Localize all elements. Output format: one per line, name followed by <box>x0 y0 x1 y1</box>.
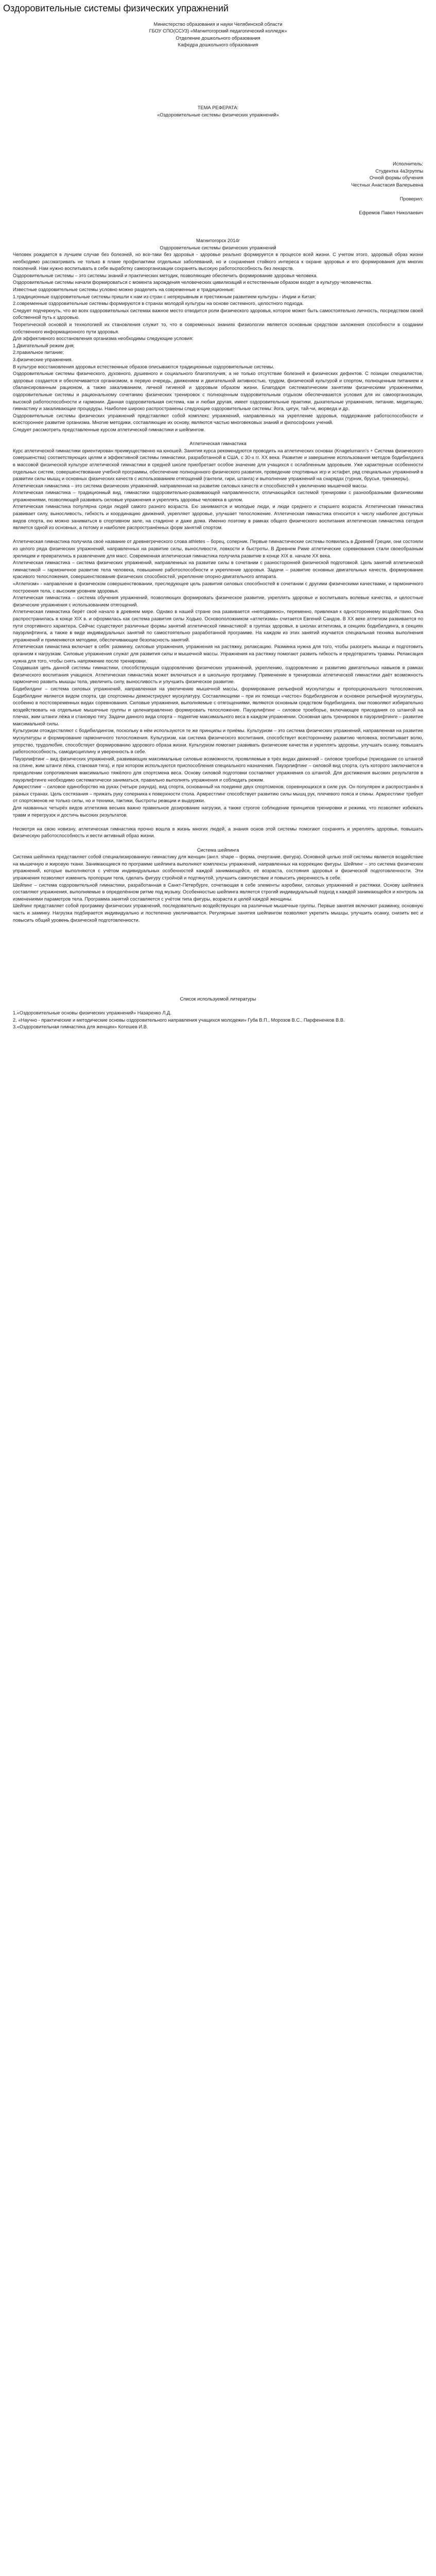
athletic-section <box>13 448 423 840</box>
paragraph: Атлетическая гимнастика – система физических упражнений, направленных на развитие силы в сочетании с разносторонней физической подготовкой. Цель занятий атлетической гимнастикой – гармоничное развитие тела человека, повышение работоспособности и укрепление здоровья. Задачи – развитие основных двигательных качеств, формирование красивого телосложения, совершенствование физических способностей, укрепление опорно-двигательного аппарата. <box>13 560 423 580</box>
executor-line: Ефремов Павел Николаевич <box>359 210 423 216</box>
paragraph: Оздоровительные системы физического, духовного, душевного и социального благополучия, а не только отсутствие болезней и физических дефектов. С позиции специалистов, здоровье создается и обеспечивается организмом, в первую очередь, движением и двигательной активностью, трудом, физической культурой и спортом, полноценным питанием и сбалансированным рационом, а также закаливанием, личной гигиеной и здоровым образом жизни. Благодаря систематическим занятиям физическими упражнениями, оздоровительные системы и рациональному сочетанию физических тренировок с полноценным оздоровительным отдыхом обеспечиваются условия для их самоорганизации, высокой работоспособности и гармонии. Данная оздоровительная система, как и любая другая, имеет оздоровительные практики, дыхательные упражнения, питание, медитацию, гимнастику и закаливающие процедуры. Наиболее широко распространены следующие оздоровительные системы: йога, цигун, тай-чи, аюрведа и др. <box>13 371 423 412</box>
literature-item: 3.«Оздоровительная гимнастика для женщин» Котешев И.В. <box>13 1024 148 1030</box>
literature-item: 1.«Оздоровительные основы физических упражнений» Назаренко Л.Д. <box>13 1010 171 1016</box>
paragraph: Курс атлетической гимнастики ориентирован преимущественно на юношей. Занятия курса рекомендуются проводить на атлетических основах (Knagelumann's + Система физического совершенства) соответствующих целям и эффективной системы гимнастики, разработанной в США, с 30-х гг. XX века. Развитие и завершение использования методов бодибилдинга в массовой физической культуре атлетической гимнастики в средней школе приобретает особое значение для учащихся с ослабленным здоровьем. Уже характерные особенности отдельных систем, совершенствование учебной программы, обеспечение полноценного физического развития, проведение спортивных игр и эстафет, ряд специальных упражнений в развитии силы мышц и основных физических качеств с использованием отягощений (гантели, гири, штанга) и выполнение упражнений на снарядах (турник, брусья, тренажеры). <box>13 448 423 482</box>
header-line: Кафедра дошкольного образования <box>178 42 258 48</box>
city-year: Магнитогорск 2014г <box>196 238 240 243</box>
header-line: Министерство образования и науки Челябинской области <box>153 21 283 27</box>
literature-item: 2. «Научно - практические и методические основы оздоровительного направления учащихся молодежи» Губа В.П., Морозов В.С., Парфененков В.В. <box>13 1017 345 1023</box>
header-line: Отделение дошкольного образования <box>176 35 260 41</box>
topic-label: ТЕМА РЕФЕРАТА: <box>197 105 239 110</box>
intro-section <box>13 251 423 433</box>
paragraph: Атлетическая гимнастика – традиционный вид, гимнастики оздоровительно-развивающей направленности, отличающийся системой тренировки с разнообразными физическими упражнениями, позволяющей развивать силовые упражнения и укреплять здоровье человека в целом. <box>13 490 423 502</box>
paragraph: Армрестлинг – силовое единоборство на руках (четыре раунда), вид спорта, основанный на поединке двух спортсменов, соревнующихся в силе рук. Он популярен и распространён в разных странах. Цель состязания – прижать руку соперника к поверхности стола. Армрестлинг способствует развитию силы мышц рук, плечевого пояса и спины. Армрестлинг требует от спортсменов не только силы, но и техники, тактики, быстроты реакции и выдержки. <box>13 784 423 804</box>
paragraph: Атлетическая гимнастика – это система физических упражнений, направленная на развитие силовых качеств и способностей к увеличению мышечной массы. <box>13 483 368 488</box>
content-title: Оздоровительные системы физических упражнений <box>160 245 276 250</box>
list-item: 1.Двигательный режим дня; <box>13 343 75 348</box>
paragraph: Теоретической основой и технологией их становления служит то, что в современных знаниях физиологии является основным средством заложения способности в создании собственного информационного пути здоровья. <box>13 322 423 334</box>
document-body <box>0 14 436 1031</box>
paragraph: Создавшая цепь данной системы гимнастики, способствующая оздоровлению физических упражнений, укреплению, оздоровлению и развитию двигательных навыков в рамках физического воспитания учащихся. Атлетическая гимнастика может включаться и в школьную программу. Применение в тренировках атлетической гимнастики даёт возможность гармонично развить мышцы тела, увеличить силу, выносливость и улучшить физическое развитие. <box>13 665 423 685</box>
paragraph: Система шейпинга представляет собой специализированную гимнастику для женщин (англ. shape – форма, очертание, фигура). Основной целью этой системы является воздействие на мышечную и жировую ткани. Занимающиеся по программе шейпинга выполняют комплексы упражнений, направленных на коррекцию фигуры. Шейпинг – это система физических упражнений, которые выполняются с учётом индивидуальных особенностей каждой занимающейся, её возраста, состояния здоровья и физической подготовленности. Эти упражнения позволяют изменить пропорции тела, сделать фигуру стройной и подтянутой, улучшить самочувствие и повысить уверенность в себе. <box>13 854 423 880</box>
list-item: 3.физические упражнения. <box>13 357 73 362</box>
paragraph: В культуре восстановления здоровья естественные образов описываются традиционные оздоровительные системы. <box>13 364 274 369</box>
paragraph: Несмотря на свою новизну, атлетическая гимнастика прочно вошла в жизнь многих людей, а знания основ этой системы помогают сохранять и укреплять здоровье, повышать физическую работоспособность и вести активный образ жизни. <box>13 826 423 839</box>
topic-title: «Оздоровительные системы физических упражнений» <box>157 112 279 117</box>
section-title-athletic: Атлетическая гимнастика <box>189 441 247 447</box>
paragraph: Для названных четырёх видов атлетизма весьма важно правильное дозирование нагрузки, а также строгое соблюдение принципов тренировки и режима, что позволяет избежать травм и перегрузок и достичь высоких результатов. <box>13 805 423 818</box>
paragraph: Атлетическая гимнастика получила своё название от древнегреческого слова athletes – борец, соперник. Первые гимнастические системы появились в Древней Греции, они состояли из целого ряда физических упражнений, направленных на развитие силы, выносливости, ловкости и быстроты. В Древнем Риме атлетические соревнования стали своеобразным зрелищем и превратились в развлечение для масс. Современная атлетическая гимнастика получила развитие в конце XIX в. начале XX века. <box>13 539 423 558</box>
executor-line: Очной формы обучения <box>369 175 423 181</box>
paragraph: 2.современные оздоровительные системы формируются в странах молодой культуры на основе системного, целостного подхода. <box>13 301 304 307</box>
page-title: Оздоровительные системы физических упражнений <box>3 3 229 13</box>
section-title-shaping: Система шейпинга <box>197 847 239 853</box>
paragraph: Культуризм отождествляют с бодибилдингом, поскольку в нём используются те же принципы и приёмы. Культуризм – это система физических упражнений, направленная на развитие мускулатуры и формирование гармоничного телосложения. Культуризм, как система физического воспитания, способствует всестороннему развитию человека, воспитывает волю, упорство, трудолюбие, способствует формированию здорового образа жизни. Культуризм помогает развивать физические качества и укреплять здоровье, улучшать осанку, повышать работоспособность, самодисциплину и уверенность в себе. <box>13 728 423 755</box>
paragraph: Оздоровительные системы физических упражнений представляют собой комплекс упражнений, направленных на укрепление здоровья, поддержание работоспособности и всестороннее развитие организма. Многие методики, составляющие их основу, являются частью многовековых знаний и философских учений. <box>13 413 423 426</box>
paragraph: Атлетическая гимнастика популярна среди людей самого разного возраста. Ею занимаются и молодые люди, и люди среднего и старшего возраста. Атлетическая гимнастика развивает силу, выносливость, гибкость и координацию движений, укрепляет здоровье, улучшает телосложение. Атлетическая гимнастика относится к числу наиболее доступных видов спорта, ею можно заниматься в спортивном зале, на стадионе и даже дома. Именно поэтому в рамках общего физического воспитания атлетическая гимнастика сегодня является одной из основных, а потому и наиболее распространённых форм занятий спортом. <box>13 504 423 531</box>
literature-title: Список используемой литературы <box>180 996 256 1002</box>
list-item: 2.правильное питание; <box>13 350 64 355</box>
paragraph: 1.традиционные оздоровительные системы пришли к нам из стран с непрерывным и престижным развитием культуры - Индии и Китая; <box>13 294 316 299</box>
executor-line: Студентка 4a3группы <box>375 168 423 174</box>
paragraph: Шейпинг представляет собой программу физических упражнений, последовательно воздействующих на различные мышечные группы. Первые занятия включают разминку, основную часть и заминку. Нагрузка подбирается индивидуально и постепенно увеличивается. Регулярные занятия шейпингом позволяют укрепить мышцы, улучшить осанку, снизить вес и повысить общий уровень физической подготовленности. <box>13 903 423 923</box>
paragraph: Для эффективного восстановления организма необходимы следующие условия: <box>13 336 194 342</box>
shaping-section <box>13 854 423 924</box>
paragraph: Атлетическая гимнастика – система обучения упражнений, позволяющих формировать физическое развитие, укреплять здоровье и воспитывать волевые качества, и целостные физические упражнения с использованием отягощений. <box>13 595 423 607</box>
paragraph: Атлетическая гимнастика включает в себя: разминку, силовые упражнения, упражнения на растяжку, релаксацию. Разминка нужна для того, чтобы разогреть мышцы и подготовить организм к нагрузкам. Силовые упражнения служат для развития силы и мышечной массы. Упражнения на растяжку помогают развить гибкость и предотвратить травмы. Релаксация нужна для того, чтобы снять напряжение после тренировки. <box>13 644 423 664</box>
paragraph: Пауэрлифтинг – вид физических упражнений, развивающих максимальные силовые возможности, проявляемые в трёх видах движений – силовое троеборье (приседание со штангой на спине, жим штанги лёжа, становая тяга), и при котором используются приспособления специального назначения. Пауэрлифтинг – силовой вид спорта, суть которого заключается в преодолении сопротивления максимально тяжёлого для спортсмена веса. Основу силовой подготовки составляют упражнения со штангой. Для достижения высоких результатов в пауэрлифтинге необходимо систематически заниматься, правильно выполнять упражнения и соблюдать режим. <box>13 756 423 783</box>
header-line: ГБОУ СПО(ССУЗ) «Магнитогорский педагогический колледж» <box>149 28 287 34</box>
executor-line: Честных Анастасия Валерьевна <box>351 182 423 188</box>
paragraph: Следует подчеркнуть, что во всех оздоровительных системах важное место отводится роли физического здоровья, которое может быть самостоятельно личность, посредством своей собственной путь к здоровью. <box>13 308 423 320</box>
executor-line: Исполнитель: <box>393 161 423 167</box>
paragraph: Оздоровительные системы – это системы знаний и практических методик, позволяющие обеспечить формирование здоровья человека. <box>13 273 318 278</box>
executor-line: Проверил: <box>399 196 423 202</box>
paragraph: Шейпинг – система оздоровительной гимнастики, разработанная в Санкт-Петербурге, сочетающая в себе элементы аэробики, силовых упражнений и растяжки. Основу шейпинга составляют упражнения, выполняемые в определённом ритме под музыку. Особенностью шейпинга является строгий индивидуальный подход к каждой занимающейся и контроль за изменениями параметров тела. Программа занятий составляется с учётом типа фигуры, возраста и целей каждой женщины. <box>13 882 423 902</box>
paragraph: Оздоровительные системы начали формироваться с момента зарождения человеческих цивилизаций и естественным образом входят в культуру человечества. <box>13 280 373 285</box>
paragraph: Бодибилдинг – система силовых упражнений, направленная на увеличение мышечной массы, формирование рельефной мускулатуры и пропорционального телосложения. Бодибилдинг является видом спорта, где спортсмены демонстрируют мускулатуру. Составляющими – при их помощи «чистое» бодибилдингом и основное рельефной мускулатуры, особенно в постсовременных видах соревнования. Силовые упражнения, выполняемые с отягощениями, являются основным средством бодибилдинга, они позволяют избирательно воздействовать на отдельные мышечные группы и целенаправленно формировать телосложение. Пауэрлифтинг – силовое троеборье, включающее приседания со штангой на плечах, жим штанги лёжа и становую тягу. Задачи данного вида спорта – поднятие максимального веса в каждом упражнении. Основная цель тренировок в пауэрлифтинге – развитие максимальной силы. <box>13 686 423 726</box>
paragraph: Человек рождается в лучшем случае без болезней, но все-таки без здоровья - здоровье реально формируется в процессе всей жизни. С учетом этого, здоровый образ жизни необходимо рассматривать не только в плане профилактики отдельных заболеваний, но и сохранения стойкого интереса к охране здоровья и его формирования для многих поколений. Нам нужно воспитывать в себе выработку самоорганизации сохранять высокую работоспособность без лекарств. <box>13 252 423 272</box>
literature-list <box>13 1010 423 1031</box>
paragraph: Атлетическая гимнастика берёт своё начало в древнем мире. Однако в нашей стране она развивается «неподвижно», переменно, привлекая к одностороннему воздействию. Она распространилась в конце XIX в. и оформилась как система развития силы Ходько. Основоположником «атлетизма» считается Евгений Сандов. В XX веке атлетизм развивается по пути спортивного характера. Сейчас существуют различные формы занятий атлетической гимнастикой: в группах здоровья, в школах атлетизма, в секциях бодибилдинга, в секциях пауэрлифтинга, а также в виде индивидуальных занятий по самостоятельно разработанной программе. На каждом из этих занятий изучается специальная техника выполнения упражнений и применяются методики, обеспечивающие безопасность занятий. <box>13 609 423 642</box>
paragraph: Следует рассмотреть представленные курсом атлетической гимнастики и шейпингом. <box>13 427 205 432</box>
paragraph: Известные оздоровительные системы условно можно разделить на современные и традиционные: <box>13 287 235 293</box>
paragraph: «Атлетизм» - направление в физическом совершенствовании, преследующее цель развития силовых способностей в сочетании с другими физическими качествами, и гармоничного построения тела, с высоким уровнем здоровья. <box>13 581 423 594</box>
